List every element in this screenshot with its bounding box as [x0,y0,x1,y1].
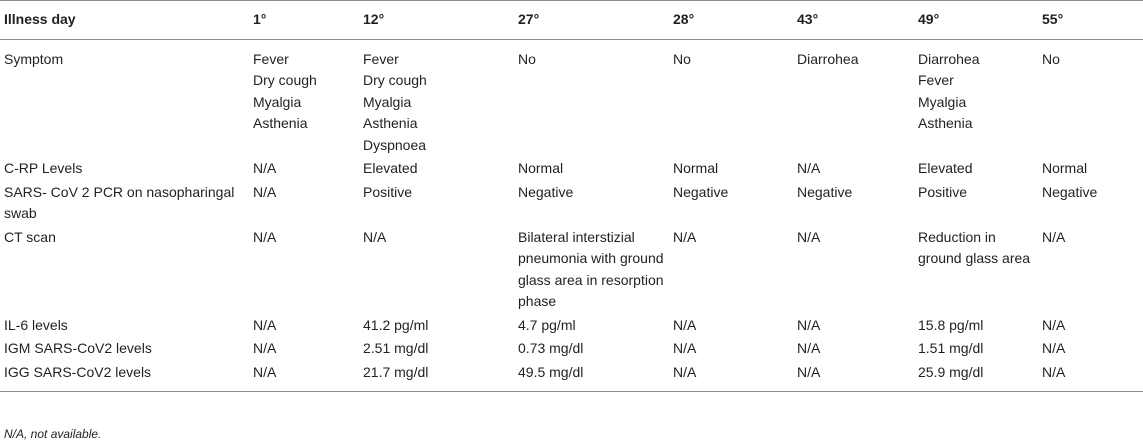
cell-line: Dyspnoea [363,136,427,153]
cell-line: Diarrohea [918,50,980,67]
cell-line: N/A [797,228,821,245]
cell-line: Normal [518,160,564,176]
row-label: IL-6 levels [4,316,68,333]
table-cell [669,362,793,392]
cell-line: Myalgia [363,93,412,110]
table-row [0,39,1143,158]
table-row [0,227,1143,315]
row-label: C-RP Levels [4,160,83,176]
table-cell [793,227,914,315]
cell-line: 1.51 mg/dl [918,340,984,356]
table-cell [1038,182,1143,227]
cell-line: Bilateral interstizial pneumonia with ground glass area in resorption phase [518,228,664,309]
cell-line: Negative [518,183,574,200]
cell-line: Negative [797,183,853,200]
cell-line: 49.5 mg/dl [518,363,584,380]
cell-line: N/A [253,363,277,380]
table-cell [914,338,1038,362]
cell-line: N/A [797,340,821,356]
table-cell [359,362,514,392]
table-cell [359,182,514,227]
table-cell [914,362,1038,392]
table-cell [514,158,669,182]
row-label: Symptom [4,50,64,67]
cell-line: N/A [673,316,697,333]
table-cell [359,315,514,339]
cell-line: N/A [1042,316,1066,333]
table-cell [669,39,793,158]
row-label: CT scan [4,228,56,245]
table-cell [1038,227,1143,315]
cell-line: Myalgia [918,93,967,110]
cell-line: 21.7 mg/dl [363,363,429,380]
table-cell [249,158,359,182]
cell-line: N/A [673,363,697,380]
cell-line: N/A [797,363,821,380]
table-cell [514,182,669,227]
cell-line: Negative [673,183,729,200]
table-cell [249,39,359,158]
table-cell [514,315,669,339]
cell-line: Elevated [363,160,418,176]
header-row [0,1,1143,40]
table-row [0,338,1143,362]
cell-line: Negative [1042,183,1098,200]
cell-line: Elevated [918,160,973,176]
table-cell [249,362,359,392]
cell-line: 0.73 mg/dl [518,340,584,356]
table-cell [514,39,669,158]
table-cell [793,158,914,182]
cell-line: N/A [1042,363,1066,380]
header-day-3: 27° [514,1,669,40]
cell-line: 25.9 mg/dl [918,363,984,380]
cell-line: 2.51 mg/dl [363,340,429,356]
table-cell [359,227,514,315]
table-cell [669,182,793,227]
cell-line: Normal [1042,160,1088,176]
cell-line: N/A [797,316,821,333]
cell-line: 4.7 pg/ml [518,316,576,333]
cell-line: Fever [363,50,399,67]
cell-line: N/A [253,183,277,200]
table-cell [1038,315,1143,339]
cell-line: No [673,50,691,67]
cell-line: N/A [253,228,277,245]
table-cell [1038,39,1143,158]
table-row [0,315,1143,339]
table-row [0,182,1143,227]
cell-line: Positive [363,183,413,200]
header-day-4: 28° [669,1,793,40]
table-cell [359,338,514,362]
cell-line: Asthenia [253,115,308,131]
table-cell [793,338,914,362]
table-cell [914,39,1038,158]
row-label: IGG SARS-CoV2 levels [0,362,249,392]
cell-line: N/A [797,160,821,176]
table-cell [1038,338,1143,362]
cell-line: No [518,50,536,67]
header-day-1: 1° [249,1,359,40]
cell-line: Fever [918,72,954,88]
table-cell [249,338,359,362]
table-cell [914,227,1038,315]
cell-line: 15.8 pg/ml [918,316,984,333]
table-cell [249,182,359,227]
table-cell [914,315,1038,339]
cell-line: Reduction in ground glass area [918,228,1031,266]
table-cell [914,158,1038,182]
table-cell [914,182,1038,227]
cell-line: Normal [673,160,719,176]
cell-line: N/A [253,160,277,176]
table-cell [1038,158,1143,182]
cell-line: N/A [673,340,697,356]
cell-line: Dry cough [363,72,427,88]
table-cell [249,227,359,315]
row-label: SARS- CoV 2 PCR on nasopharingal swab [4,183,235,221]
table-cell [669,227,793,315]
table-cell [514,338,669,362]
table-cell [793,315,914,339]
header-day-2: 12° [359,1,514,40]
table-cell [669,315,793,339]
cell-line: Myalgia [253,93,302,110]
cell-line: N/A [673,228,697,245]
cell-line: Fever [253,50,289,67]
table-header [0,1,1143,40]
header-day-5: 43° [793,1,914,40]
table-cell [669,338,793,362]
table-cell [514,362,669,392]
cell-line: Asthenia [918,115,973,131]
cell-line: Diarrohea [797,50,859,67]
cell-line: N/A [363,228,387,245]
header-illness-day: Illness day [0,1,249,40]
table-cell [793,39,914,158]
table-body [0,39,1143,392]
table-row [0,362,1143,392]
table-cell [514,227,669,315]
header-day-6: 49° [914,1,1038,40]
cell-line: Positive [918,183,968,200]
table-cell [669,158,793,182]
header-day-7: 55° [1038,1,1143,40]
table-cell [793,362,914,392]
table-cell [359,39,514,158]
cell-line: N/A [1042,340,1066,356]
table-cell [793,182,914,227]
cell-line: N/A [253,316,277,333]
table-cell [359,158,514,182]
cell-line: 41.2 pg/ml [363,316,429,333]
table-cell [1038,362,1143,392]
table-cell [249,315,359,339]
cell-line: Asthenia [363,115,418,131]
table-footnote: N/A, not available. [4,427,102,441]
cell-line: N/A [1042,228,1066,245]
cell-line: N/A [253,340,277,356]
table-row [0,158,1143,182]
row-label: IGM SARS-CoV2 levels [4,340,152,356]
cell-line: Dry cough [253,72,317,88]
cell-line: No [1042,50,1060,67]
